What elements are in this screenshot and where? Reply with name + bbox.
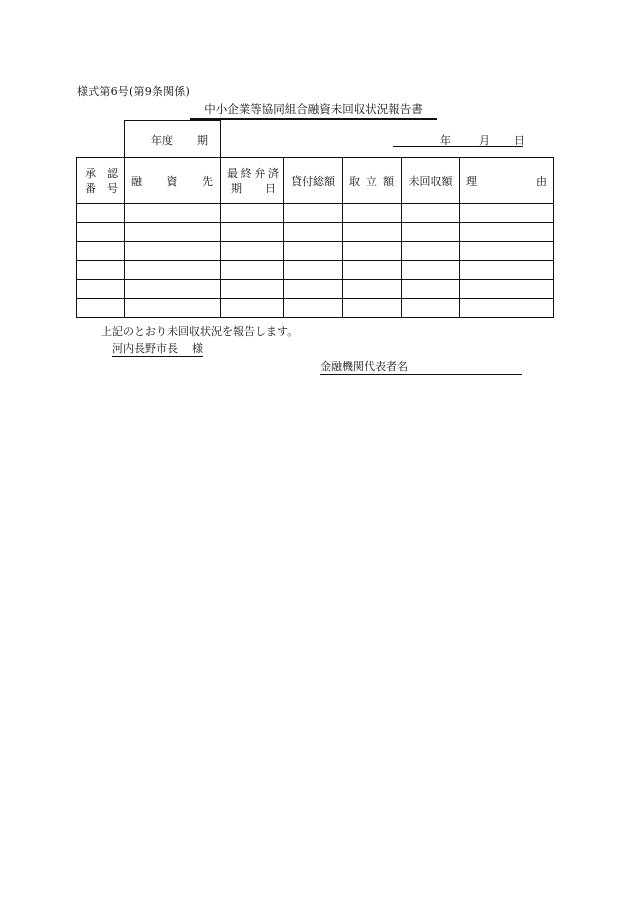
header-text: 期 bbox=[231, 181, 242, 195]
table-cell[interactable] bbox=[402, 204, 460, 223]
table-cell[interactable] bbox=[402, 261, 460, 280]
table-cell[interactable] bbox=[221, 299, 284, 318]
representative-label: 金融機関代表者名 bbox=[320, 360, 408, 373]
table-cell[interactable] bbox=[343, 299, 402, 318]
header-text: 済 bbox=[267, 166, 279, 180]
addressee bbox=[112, 342, 203, 357]
document-title: 中小企業等協同組合融資未回収状況報告書 bbox=[190, 102, 437, 120]
table-cell[interactable] bbox=[125, 261, 221, 280]
year-label: 年 bbox=[440, 134, 451, 147]
honorific: 様 bbox=[192, 342, 203, 355]
header-approval-number bbox=[77, 158, 125, 204]
table-cell[interactable] bbox=[77, 204, 125, 223]
table-cell[interactable] bbox=[77, 223, 125, 242]
table-cell[interactable] bbox=[284, 299, 343, 318]
header-text: 立 bbox=[366, 174, 377, 188]
header-text: 弁 bbox=[254, 166, 266, 180]
header-text: 未回収額 bbox=[408, 174, 453, 188]
header-text: 号 bbox=[107, 181, 118, 195]
table-cell[interactable] bbox=[460, 299, 554, 318]
header-text: 最 bbox=[227, 166, 238, 180]
table-cell[interactable] bbox=[77, 299, 125, 318]
table-cell[interactable] bbox=[343, 223, 402, 242]
table-cell[interactable] bbox=[77, 242, 125, 261]
date-field bbox=[393, 132, 523, 147]
header-text: 融 bbox=[131, 174, 142, 188]
header-final-repayment-date bbox=[221, 158, 284, 204]
table-cell[interactable] bbox=[343, 280, 402, 299]
header-loan-recipient bbox=[125, 158, 221, 204]
table-row bbox=[77, 280, 554, 299]
table-cell[interactable] bbox=[221, 223, 284, 242]
table-cell[interactable] bbox=[402, 223, 460, 242]
header-reason bbox=[460, 158, 554, 204]
table-cell[interactable] bbox=[460, 204, 554, 223]
header-collection-amount bbox=[343, 158, 402, 204]
table-header-row bbox=[77, 158, 554, 204]
table-cell[interactable] bbox=[221, 204, 284, 223]
header-text: 番 bbox=[85, 181, 96, 195]
table-cell[interactable] bbox=[77, 280, 125, 299]
table-row bbox=[77, 261, 554, 280]
form-number: 様式第6号(第9条関係) bbox=[77, 85, 190, 98]
period-box bbox=[124, 120, 221, 158]
term-label: 期 bbox=[197, 134, 208, 147]
table-cell[interactable] bbox=[460, 280, 554, 299]
table-cell[interactable] bbox=[125, 223, 221, 242]
table-cell[interactable] bbox=[77, 261, 125, 280]
table-cell[interactable] bbox=[221, 261, 284, 280]
representative-name-field[interactable] bbox=[320, 360, 522, 375]
table-cell[interactable] bbox=[125, 299, 221, 318]
table-row bbox=[77, 242, 554, 261]
header-text: 額 bbox=[383, 174, 394, 188]
table-cell[interactable] bbox=[402, 280, 460, 299]
header-text: 資 bbox=[166, 174, 178, 188]
header-text: 承 bbox=[85, 166, 96, 180]
table-cell[interactable] bbox=[284, 204, 343, 223]
header-text: 由 bbox=[536, 174, 547, 188]
header-text: 日 bbox=[265, 181, 276, 195]
table-row bbox=[77, 299, 554, 318]
header-text: 取 bbox=[349, 174, 360, 188]
header-text: 貸付総額 bbox=[291, 174, 335, 188]
table-cell[interactable] bbox=[284, 242, 343, 261]
table-row bbox=[77, 223, 554, 242]
header-text: 認 bbox=[107, 166, 118, 180]
table-cell[interactable] bbox=[221, 280, 284, 299]
table-cell[interactable] bbox=[460, 223, 554, 242]
table-cell[interactable] bbox=[402, 242, 460, 261]
table-cell[interactable] bbox=[343, 204, 402, 223]
table-cell[interactable] bbox=[125, 204, 221, 223]
table-cell[interactable] bbox=[125, 280, 221, 299]
report-table bbox=[76, 157, 554, 318]
table-cell[interactable] bbox=[284, 280, 343, 299]
header-uncollected-amount bbox=[402, 158, 460, 204]
report-statement: 上記のとおり未回収状況を報告します。 bbox=[101, 325, 299, 338]
table-cell[interactable] bbox=[343, 242, 402, 261]
header-text: 先 bbox=[202, 174, 213, 188]
table-cell[interactable] bbox=[460, 242, 554, 261]
table-row bbox=[77, 204, 554, 223]
table-cell[interactable] bbox=[460, 261, 554, 280]
header-loan-total bbox=[284, 158, 343, 204]
header-text: 終 bbox=[240, 166, 252, 180]
table-cell[interactable] bbox=[284, 261, 343, 280]
fiscal-year-label: 年度 bbox=[151, 134, 173, 147]
table-cell[interactable] bbox=[402, 299, 460, 318]
day-label: 日 bbox=[514, 134, 525, 147]
table-cell[interactable] bbox=[343, 261, 402, 280]
table-cell[interactable] bbox=[221, 242, 284, 261]
month-label: 月 bbox=[479, 134, 490, 147]
table-cell[interactable] bbox=[284, 223, 343, 242]
addressee-name: 河内長野市長 bbox=[112, 342, 178, 355]
table-cell[interactable] bbox=[125, 242, 221, 261]
header-text: 理 bbox=[466, 174, 477, 188]
